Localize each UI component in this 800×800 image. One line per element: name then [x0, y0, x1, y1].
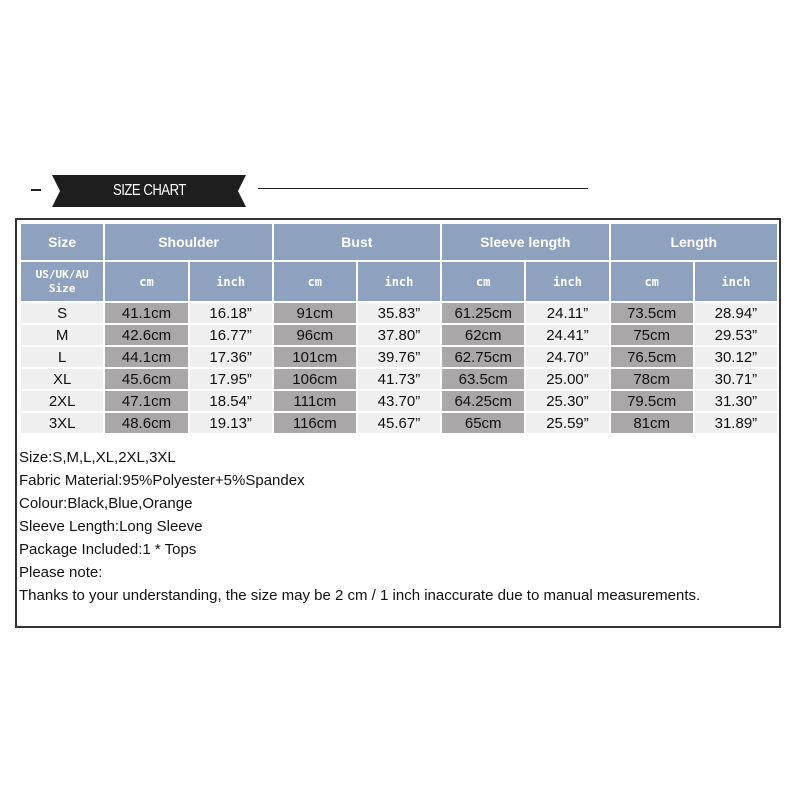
banner-right-rule: [258, 188, 588, 189]
cell-cm: 48.6cm: [105, 413, 187, 433]
cell-inch: 24.41”: [526, 325, 608, 345]
note-sleeve: Sleeve Length:Long Sleeve: [19, 518, 203, 535]
note-package: Package Included:1 * Tops: [19, 541, 197, 558]
cell-inch: 35.83”: [358, 303, 440, 323]
note-size: Size:S,M,L,XL,2XL,3XL: [19, 449, 176, 466]
cell-cm: 101cm: [274, 347, 356, 367]
header-sleeve-length: Sleeve length: [442, 224, 609, 260]
cell-inch: 43.70”: [358, 391, 440, 411]
cell-cm: 75cm: [611, 325, 693, 345]
cell-inch: 28.94”: [695, 303, 777, 323]
header-region-size: [21, 262, 103, 301]
cell-cm: 91cm: [274, 303, 356, 323]
cell-inch: 24.70”: [526, 347, 608, 367]
cell-inch: 19.13”: [190, 413, 272, 433]
region-label: US/UK/AU: [35, 267, 89, 281]
size-chart-frame: [15, 218, 781, 628]
note-please-note: Please note:: [19, 564, 103, 581]
cell-cm: 62.75cm: [442, 347, 524, 367]
unit-cm: cm: [274, 262, 356, 301]
cell-cm: 79.5cm: [611, 391, 693, 411]
product-notes: [19, 446, 700, 607]
region-size-label: Size: [48, 281, 76, 295]
cell-inch: 16.18”: [190, 303, 272, 323]
header-length: Length: [611, 224, 777, 260]
cell-inch: 16.77”: [190, 325, 272, 345]
table-row: [21, 325, 777, 345]
unit-inch: inch: [190, 262, 272, 301]
cell-cm: 81cm: [611, 413, 693, 433]
header-bust: Bust: [274, 224, 440, 260]
table-row: [21, 413, 777, 433]
table-unit-row: [21, 262, 777, 301]
note-fabric: Fabric Material:95%Polyester+5%Spandex: [19, 472, 305, 489]
row-size: 3XL: [21, 413, 103, 433]
cell-inch: 18.54”: [190, 391, 272, 411]
table-row: [21, 369, 777, 389]
cell-inch: 29.53”: [695, 325, 777, 345]
size-table: [19, 222, 779, 435]
cell-cm: 73.5cm: [611, 303, 693, 323]
row-size: S: [21, 303, 103, 323]
cell-inch: 25.00”: [526, 369, 608, 389]
cell-cm: 96cm: [274, 325, 356, 345]
cell-cm: 106cm: [274, 369, 356, 389]
cell-inch: 25.59”: [526, 413, 608, 433]
row-size: XL: [21, 369, 103, 389]
cell-inch: 31.89”: [695, 413, 777, 433]
cell-inch: 30.12”: [695, 347, 777, 367]
cell-cm: 44.1cm: [105, 347, 187, 367]
row-size: L: [21, 347, 103, 367]
cell-inch: 31.30”: [695, 391, 777, 411]
banner-tab: [52, 175, 246, 207]
banner-left-dash: [31, 189, 41, 191]
cell-cm: 41.1cm: [105, 303, 187, 323]
header-shoulder: Shoulder: [105, 224, 271, 260]
banner-title: SIZE CHART: [112, 182, 186, 199]
table-header-row: [21, 224, 777, 260]
size-chart-banner: [0, 170, 800, 210]
cell-cm: 76.5cm: [611, 347, 693, 367]
cell-inch: 39.76”: [358, 347, 440, 367]
note-disclaimer: Thanks to your understanding, the size may be 2 cm / 1 inch inaccurate due to manual measurements.: [19, 587, 701, 604]
cell-inch: 24.11”: [526, 303, 608, 323]
cell-cm: 47.1cm: [105, 391, 187, 411]
header-size: Size: [21, 224, 103, 260]
cell-cm: 64.25cm: [442, 391, 524, 411]
cell-cm: 62cm: [442, 325, 524, 345]
note-colour: Colour:Black,Blue,Orange: [19, 495, 193, 512]
table-row: [21, 391, 777, 411]
unit-inch: inch: [358, 262, 440, 301]
cell-cm: 63.5cm: [442, 369, 524, 389]
unit-cm: cm: [611, 262, 693, 301]
cell-cm: 116cm: [274, 413, 356, 433]
cell-cm: 42.6cm: [105, 325, 187, 345]
cell-cm: 78cm: [611, 369, 693, 389]
unit-cm: cm: [105, 262, 187, 301]
row-size: 2XL: [21, 391, 103, 411]
cell-inch: 17.95”: [190, 369, 272, 389]
row-size: M: [21, 325, 103, 345]
table-row: [21, 347, 777, 367]
cell-inch: 25.30”: [526, 391, 608, 411]
unit-cm: cm: [442, 262, 524, 301]
cell-cm: 61.25cm: [442, 303, 524, 323]
cell-cm: 45.6cm: [105, 369, 187, 389]
unit-inch: inch: [526, 262, 608, 301]
cell-cm: 111cm: [274, 391, 356, 411]
cell-inch: 37.80”: [358, 325, 440, 345]
cell-cm: 65cm: [442, 413, 524, 433]
cell-inch: 30.71”: [695, 369, 777, 389]
unit-inch: inch: [695, 262, 777, 301]
cell-inch: 41.73”: [358, 369, 440, 389]
cell-inch: 45.67”: [358, 413, 440, 433]
table-row: [21, 303, 777, 323]
cell-inch: 17.36”: [190, 347, 272, 367]
